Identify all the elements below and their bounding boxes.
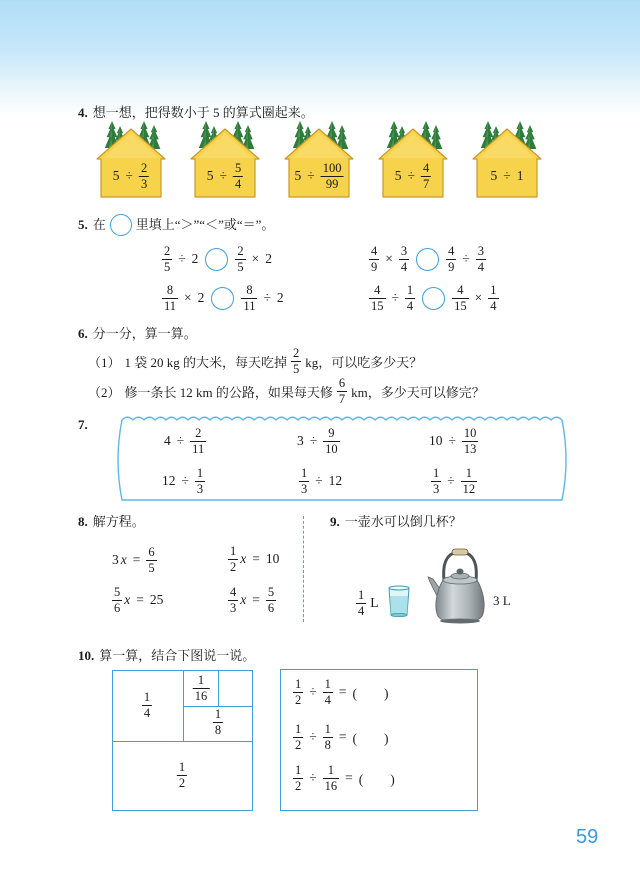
fraction-denominator: 99 bbox=[321, 176, 344, 191]
fraction bbox=[369, 245, 379, 274]
fraction-denominator: 4 bbox=[490, 298, 497, 313]
fraction-denominator: 2 bbox=[178, 775, 186, 790]
fraction bbox=[369, 284, 386, 313]
expression-text: 10 bbox=[265, 551, 280, 566]
fraction-denominator: 4 bbox=[358, 603, 365, 618]
section-divider bbox=[303, 516, 304, 622]
fraction-numerator: 2 bbox=[195, 425, 202, 440]
fraction bbox=[235, 245, 245, 274]
answer-circle bbox=[416, 248, 439, 271]
fraction-numerator: 2 bbox=[293, 345, 300, 360]
fraction-numerator: 1 bbox=[196, 465, 204, 480]
fraction bbox=[213, 708, 223, 737]
fraction-numerator: 1 bbox=[143, 689, 151, 704]
header-sky-band bbox=[0, 0, 640, 118]
operator-symbol: ÷ bbox=[309, 433, 318, 448]
fraction-denominator: 5 bbox=[237, 259, 244, 274]
operator-symbol: ÷ bbox=[391, 290, 399, 305]
glass-base bbox=[391, 613, 407, 616]
section-number: 8. bbox=[78, 514, 88, 529]
fraction-denominator: 8 bbox=[214, 722, 222, 737]
fraction bbox=[142, 691, 152, 720]
fraction-numerator: 3 bbox=[477, 243, 485, 258]
division-expression bbox=[291, 676, 391, 708]
operator-symbol: ÷ bbox=[263, 290, 271, 305]
fraction-denominator: 2 bbox=[295, 778, 302, 793]
operator-symbol: ÷ bbox=[315, 473, 323, 488]
answer-circle bbox=[205, 248, 228, 271]
fraction-denominator: 4 bbox=[406, 298, 414, 313]
fraction-denominator: 5 bbox=[293, 361, 300, 376]
expression-text: L bbox=[370, 595, 379, 610]
operator-symbol: ÷ bbox=[503, 168, 511, 183]
fraction bbox=[233, 162, 243, 191]
expression-text: km，多少天可以修完？ bbox=[351, 384, 485, 400]
fraction-numerator: 8 bbox=[166, 282, 174, 297]
section-title: 解方程。 bbox=[92, 514, 145, 529]
fraction-numerator: 1 bbox=[327, 762, 335, 777]
fraction-denominator: 7 bbox=[338, 391, 346, 406]
expression-text: 10 bbox=[429, 433, 443, 448]
expression-text: 1 bbox=[516, 168, 524, 183]
fraction bbox=[195, 467, 205, 496]
comparison-expression bbox=[367, 243, 488, 275]
operator-symbol: ÷ bbox=[448, 433, 456, 448]
operator-symbol: ÷ bbox=[307, 168, 315, 183]
section-number: 6. bbox=[78, 326, 88, 341]
house-expression bbox=[489, 160, 526, 192]
fraction bbox=[266, 586, 276, 615]
operator-symbol: ÷ bbox=[309, 684, 317, 699]
expression-text: 5 bbox=[394, 168, 402, 183]
kettle-base bbox=[440, 619, 480, 624]
fraction-denominator: 7 bbox=[422, 176, 430, 191]
fraction-denominator: 6 bbox=[267, 600, 275, 615]
fraction-numerator: 4 bbox=[374, 282, 381, 297]
fraction-numerator: 1 bbox=[178, 759, 186, 774]
fraction-numerator: 5 bbox=[267, 584, 275, 599]
section-title-part: 在 bbox=[92, 217, 106, 232]
expression-text: kg，可以吃多少天？ bbox=[305, 354, 423, 370]
fraction-numerator: 9 bbox=[328, 425, 335, 440]
fraction-numerator: 1 bbox=[406, 282, 414, 297]
fraction-numerator: 1 bbox=[324, 721, 331, 736]
fraction bbox=[228, 545, 238, 574]
fraction-numerator: 1 bbox=[433, 465, 440, 480]
expression-text: 2 bbox=[265, 251, 273, 266]
fraction-numerator: 8 bbox=[246, 282, 253, 297]
fraction bbox=[446, 245, 456, 274]
fraction-numerator: 4 bbox=[371, 243, 378, 258]
diagram-divider bbox=[218, 671, 219, 706]
operator-symbol: = bbox=[345, 770, 353, 785]
fraction-numerator: 2 bbox=[140, 160, 148, 175]
operator-symbol: ÷ bbox=[178, 251, 186, 266]
section-title: 算一算，结合下图说一说。 bbox=[99, 648, 256, 663]
fraction-denominator: 2 bbox=[295, 692, 302, 707]
fraction bbox=[356, 589, 366, 618]
fraction bbox=[293, 764, 303, 793]
operator-symbol: ÷ bbox=[462, 251, 470, 266]
comparison-expression bbox=[160, 243, 274, 275]
fraction-denominator: 3 bbox=[230, 600, 237, 615]
fraction-denominator: 11 bbox=[243, 298, 256, 313]
expression-text: 1 袋 20 kg 的大米，每天吃掉 bbox=[124, 354, 288, 370]
house-expression bbox=[393, 160, 433, 192]
fraction bbox=[431, 467, 441, 496]
fraction-denominator: 15 bbox=[454, 298, 467, 313]
expression-text: （1） bbox=[88, 354, 121, 370]
division-expression bbox=[160, 465, 207, 497]
fraction-numerator: 1 bbox=[465, 465, 473, 480]
fraction-denominator: 2 bbox=[230, 559, 237, 574]
division-expression bbox=[295, 425, 342, 457]
fraction-denominator: 4 bbox=[324, 692, 331, 707]
diagram-label-sixteenth bbox=[191, 672, 212, 704]
fraction bbox=[337, 377, 347, 406]
section-10-heading bbox=[78, 646, 255, 666]
fraction-numerator: 1 bbox=[230, 543, 237, 558]
fraction-numerator: 1 bbox=[295, 721, 302, 736]
variable: x bbox=[120, 552, 127, 567]
kettle-body bbox=[436, 580, 484, 622]
fraction-denominator: 10 bbox=[325, 441, 338, 456]
word-problem bbox=[86, 345, 424, 377]
section-number: 9. bbox=[330, 514, 340, 529]
fraction-denominator: 13 bbox=[463, 441, 477, 456]
expression-text: 3 bbox=[297, 433, 304, 448]
section-title: 一壶水可以倒几杯？ bbox=[344, 514, 462, 529]
fraction-numerator: 10 bbox=[463, 425, 477, 440]
fraction-denominator: 2 bbox=[295, 737, 302, 752]
comparison-expression bbox=[367, 282, 501, 314]
fraction-denominator: 8 bbox=[324, 737, 331, 752]
fraction-numerator: 5 bbox=[234, 160, 242, 175]
kettle-grip bbox=[452, 549, 468, 555]
equation bbox=[226, 584, 278, 616]
glass-rim bbox=[389, 586, 409, 590]
fraction bbox=[462, 427, 479, 456]
fraction bbox=[291, 347, 301, 376]
expression-text: 5 bbox=[206, 168, 214, 183]
fraction-denominator: 5 bbox=[148, 560, 155, 575]
division-expression bbox=[291, 721, 391, 753]
fraction-numerator: 4 bbox=[457, 282, 464, 297]
operator-symbol: = bbox=[136, 592, 144, 607]
expression-text: 5 bbox=[490, 168, 498, 183]
section-number: 7. bbox=[78, 417, 88, 432]
fraction-numerator: 3 bbox=[400, 243, 408, 258]
operator-symbol: ÷ bbox=[407, 168, 415, 183]
fraction-denominator: 3 bbox=[196, 481, 204, 496]
operator-symbol: = bbox=[338, 729, 347, 744]
kettle-capacity-label: 3 L bbox=[493, 593, 511, 608]
expression-text: 5 bbox=[294, 168, 302, 183]
diagram-divider bbox=[113, 741, 252, 742]
fraction-denominator: 6 bbox=[114, 600, 121, 615]
fraction-numerator: 1 bbox=[490, 282, 497, 297]
operator-symbol: × bbox=[385, 251, 393, 266]
fraction-denominator: 4 bbox=[477, 259, 485, 274]
fraction-numerator: 1 bbox=[358, 587, 365, 602]
answer-circle bbox=[211, 287, 234, 310]
operator-symbol: ÷ bbox=[125, 168, 133, 183]
operator-symbol: ÷ bbox=[176, 433, 185, 448]
fraction bbox=[293, 678, 303, 707]
expression-text: 2 bbox=[191, 251, 199, 266]
operator-symbol: ÷ bbox=[181, 473, 189, 488]
expression-text: ( ) bbox=[358, 772, 395, 787]
fraction-denominator: 16 bbox=[324, 778, 338, 793]
fraction bbox=[323, 723, 333, 752]
kettle-knob bbox=[457, 569, 464, 575]
fraction-numerator: 4 bbox=[230, 584, 237, 599]
division-expression bbox=[297, 465, 344, 497]
fraction-denominator: 5 bbox=[164, 259, 171, 274]
fraction-numerator: 4 bbox=[448, 243, 455, 258]
fraction bbox=[321, 162, 344, 191]
expression-text: 修一条长 12 km 的公路，如果每天修 bbox=[124, 384, 333, 400]
fraction-numerator: 100 bbox=[322, 160, 342, 175]
division-expression bbox=[291, 762, 397, 794]
fraction bbox=[299, 467, 309, 496]
section-8-heading bbox=[78, 512, 145, 532]
cup-capacity-label bbox=[354, 587, 381, 619]
fraction bbox=[293, 723, 303, 752]
glass-water bbox=[390, 596, 408, 615]
glass-icon bbox=[387, 585, 411, 617]
fraction-denominator: 3 bbox=[140, 176, 148, 191]
answer-circle bbox=[422, 287, 445, 310]
section-number: 5. bbox=[78, 217, 88, 232]
expression-text: 2 bbox=[197, 290, 205, 305]
operator-symbol: × bbox=[474, 290, 483, 305]
fraction-numerator: 6 bbox=[148, 544, 155, 559]
section-number: 10. bbox=[78, 648, 95, 663]
fraction bbox=[323, 764, 340, 793]
equation bbox=[110, 584, 165, 616]
fraction bbox=[452, 284, 469, 313]
diagram-label-half bbox=[175, 759, 189, 791]
fraction-numerator: 4 bbox=[422, 160, 430, 175]
fraction-numerator: 1 bbox=[214, 706, 222, 721]
section-title: 想一想，把得数小于 5 的算式圈起来。 bbox=[92, 105, 314, 120]
fraction bbox=[488, 284, 498, 313]
division-expression bbox=[162, 425, 208, 457]
expression-text: （2） bbox=[88, 384, 121, 400]
fraction bbox=[162, 284, 178, 313]
fraction-numerator: 5 bbox=[114, 584, 121, 599]
fraction-numerator: 2 bbox=[237, 243, 244, 258]
diagram-label-eighth bbox=[211, 706, 225, 738]
division-expression bbox=[427, 425, 480, 457]
fraction-denominator: 4 bbox=[400, 259, 408, 274]
variable: x bbox=[240, 551, 247, 566]
expression-text: 4 bbox=[164, 433, 171, 448]
fraction-numerator: 1 bbox=[324, 676, 331, 691]
section-title: 分一分，算一算。 bbox=[92, 326, 197, 341]
fraction-numerator: 1 bbox=[197, 672, 205, 687]
expression-text: ( ) bbox=[352, 731, 389, 746]
fraction-denominator: 11 bbox=[164, 298, 177, 313]
section-title-part: 里填上“＞”“＜”或“＝”。 bbox=[135, 217, 275, 232]
operator-symbol: ÷ bbox=[309, 770, 317, 785]
comparison-expression bbox=[160, 282, 286, 314]
operator-symbol: ÷ bbox=[309, 729, 317, 744]
operator-symbol: ÷ bbox=[219, 168, 227, 183]
fraction-numerator: 6 bbox=[338, 375, 346, 390]
equation bbox=[226, 543, 281, 575]
expression-text: 5 bbox=[112, 168, 120, 183]
expression-text: 2 bbox=[276, 290, 284, 305]
fraction-numerator: 1 bbox=[301, 465, 308, 480]
fraction-denominator: 12 bbox=[462, 481, 476, 496]
fraction bbox=[193, 674, 210, 703]
answer-circle-icon bbox=[110, 214, 132, 236]
expression-text: 12 bbox=[328, 473, 343, 488]
fraction-denominator: 15 bbox=[371, 298, 384, 313]
fraction bbox=[476, 245, 486, 274]
kettle-icon bbox=[427, 546, 493, 624]
expression-text: 25 bbox=[149, 592, 164, 607]
fraction bbox=[405, 284, 415, 313]
operator-symbol: ÷ bbox=[447, 473, 455, 488]
fraction-denominator: 3 bbox=[433, 481, 440, 496]
variable: x bbox=[240, 592, 247, 607]
fraction bbox=[190, 427, 206, 456]
division-expression bbox=[429, 465, 479, 497]
operator-symbol: = bbox=[252, 551, 260, 566]
page-number: 59 bbox=[576, 826, 599, 848]
fraction bbox=[421, 162, 431, 191]
fraction-numerator: 2 bbox=[164, 243, 171, 258]
house-expression bbox=[205, 160, 245, 192]
fraction bbox=[323, 678, 333, 707]
section-5-heading bbox=[78, 213, 274, 237]
fraction-denominator: 9 bbox=[371, 259, 378, 274]
fraction-denominator: 4 bbox=[143, 705, 151, 720]
fraction-numerator: 1 bbox=[295, 676, 302, 691]
fraction bbox=[323, 427, 340, 456]
fraction-denominator: 4 bbox=[234, 176, 242, 191]
variable: x bbox=[124, 592, 131, 607]
fraction bbox=[241, 284, 257, 313]
section-9-heading bbox=[330, 512, 462, 532]
fraction-denominator: 11 bbox=[192, 441, 205, 456]
fraction bbox=[112, 586, 122, 615]
fraction-denominator: 9 bbox=[448, 259, 455, 274]
fraction bbox=[177, 761, 187, 790]
expression-text: ( ) bbox=[352, 686, 389, 701]
operator-symbol: = bbox=[132, 552, 141, 567]
fraction-numerator: 1 bbox=[295, 762, 302, 777]
section-number: 4. bbox=[78, 105, 88, 120]
fraction-denominator: 16 bbox=[194, 688, 208, 703]
expression-text: 3 bbox=[112, 552, 119, 567]
fraction bbox=[228, 586, 238, 615]
fraction bbox=[162, 245, 172, 274]
diagram-label-quarter bbox=[140, 689, 154, 721]
operator-symbol: × bbox=[184, 290, 192, 305]
operator-symbol: = bbox=[338, 684, 347, 699]
operator-symbol: × bbox=[251, 251, 260, 266]
house-expression bbox=[293, 160, 346, 192]
equation bbox=[110, 544, 159, 576]
section-7-heading bbox=[78, 415, 93, 435]
expression-text: 12 bbox=[162, 473, 176, 488]
fraction bbox=[399, 245, 409, 274]
fraction bbox=[461, 467, 478, 496]
word-problem bbox=[86, 375, 487, 407]
house-expression bbox=[111, 160, 151, 192]
fraction-denominator: 3 bbox=[301, 481, 308, 496]
operator-symbol: = bbox=[252, 592, 260, 607]
fraction bbox=[146, 546, 156, 575]
fraction bbox=[139, 162, 149, 191]
section-6-heading bbox=[78, 324, 197, 344]
